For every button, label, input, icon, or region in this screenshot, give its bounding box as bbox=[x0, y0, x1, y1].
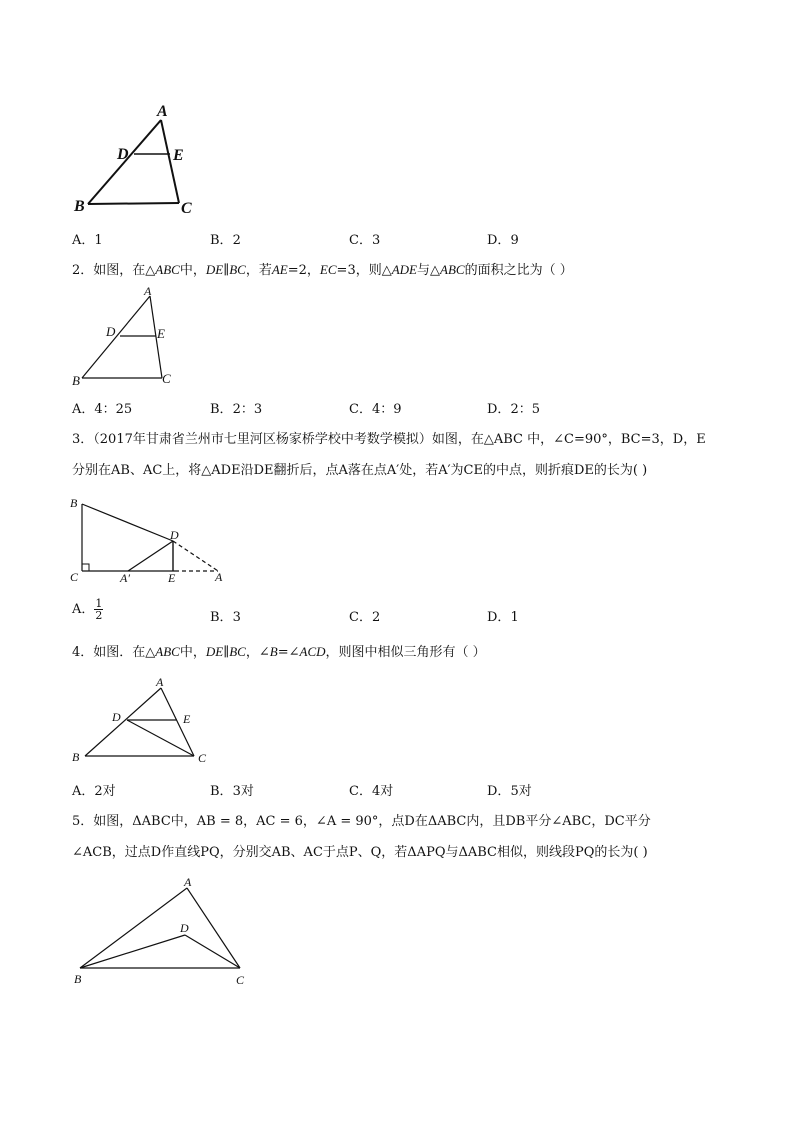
q3-stem-line2: 分别在AB、AC上，将△ADE沿DE翻折后，点A落在点A′处，若A′为CE的中点，则折痕DE的长为( ) bbox=[72, 463, 648, 478]
q2-label-d: D bbox=[106, 324, 116, 339]
q2-option-d: D．2：5 bbox=[487, 402, 540, 417]
q1-label-a: A bbox=[157, 103, 168, 120]
q1-label-b: B bbox=[74, 198, 85, 215]
q3-label-a: A bbox=[215, 570, 223, 584]
q5-side-ab bbox=[80, 888, 187, 968]
q2-option-b: B．2：3 bbox=[210, 402, 263, 417]
q4-figure bbox=[70, 670, 220, 770]
q2-label-c: C bbox=[162, 371, 171, 386]
q3-segment-da-dashed bbox=[173, 541, 218, 571]
q5-side-ac bbox=[187, 888, 240, 968]
q5-stem-line2: ∠ACB，过点D作直线PQ，分别交AB、AC于点P、Q，若ΔAPQ与ΔABC相似，则线段PQ的长为( ) bbox=[72, 845, 648, 860]
q4-stem: 4．如图．在△ABC中，DE∥BC，∠B=∠ACD，则图中相似三角形有（ ） bbox=[72, 644, 486, 660]
q3-label-e: E bbox=[168, 571, 176, 585]
q4-label-a: A bbox=[156, 675, 164, 689]
q2-stem: 2．如图，在△ABC中，DE∥BC，若AE=2，EC=3，则△ADE与△ABC的面积之比为（ ） bbox=[72, 262, 573, 278]
q5-label-b: B bbox=[74, 972, 82, 986]
q1-label-c: C bbox=[181, 200, 192, 217]
q3-label-b: B bbox=[70, 496, 78, 510]
q3-figure bbox=[70, 492, 230, 588]
q5-figure bbox=[70, 872, 260, 990]
q3-right-angle-mark bbox=[82, 564, 89, 571]
q2-side-ab bbox=[82, 296, 150, 378]
q4-label-c: C bbox=[198, 751, 207, 765]
q3-option-b: B．3 bbox=[210, 610, 241, 625]
q1-option-a: A．1 bbox=[72, 233, 103, 248]
q5-segment-dc bbox=[185, 935, 240, 968]
q4-label-d: D bbox=[112, 710, 121, 724]
q3-option-d: D．1 bbox=[487, 610, 519, 625]
q4-option-c: C．4对 bbox=[349, 784, 394, 799]
q1-label-d: D bbox=[117, 146, 129, 163]
q2-figure bbox=[70, 284, 190, 388]
q4-option-b: B．3对 bbox=[210, 784, 254, 799]
q3-side-bd bbox=[82, 504, 173, 541]
q3-option-a: A． $\frac{1}{2}$ bbox=[72, 597, 103, 622]
q2-label-b: B bbox=[72, 373, 80, 388]
q5-segment-bd bbox=[80, 935, 185, 968]
q4-option-d: D．5对 bbox=[487, 784, 532, 799]
q1-figure bbox=[70, 100, 210, 220]
q1-option-d: D．9 bbox=[487, 233, 519, 248]
q2-label-a: A bbox=[144, 284, 152, 298]
q3-stem-line1: 3．（2017年甘肃省兰州市七里河区杨家桥学校中考数学模拟）如图，在△ABC 中，∠C=90°，BC=3，D，E bbox=[72, 432, 706, 447]
q5-stem-line1: 5．如图，ΔABC中，AB = 8，AC = 6，∠A = 90°，点D在ΔABC内，且DB平分∠ABC，DC平分 bbox=[72, 814, 651, 829]
q1-option-c: C．3 bbox=[349, 233, 381, 248]
q4-side-ab bbox=[85, 688, 161, 756]
q4-label-b: B bbox=[72, 750, 80, 764]
q3-option-c: C．2 bbox=[349, 610, 381, 625]
q3-segment-da1 bbox=[128, 541, 173, 571]
q5-label-d: D bbox=[180, 921, 189, 935]
q1-label-e: E bbox=[173, 147, 184, 164]
q3-label-c: C bbox=[70, 570, 79, 584]
q4-option-a: A．2对 bbox=[72, 784, 116, 799]
q4-label-e: E bbox=[183, 712, 191, 726]
q2-option-a: A．4：25 bbox=[72, 402, 133, 417]
q3-label-a1: A′ bbox=[120, 571, 130, 585]
q2-label-e: E bbox=[157, 326, 165, 341]
q5-label-a: A bbox=[184, 875, 192, 889]
q1-option-b: B．2 bbox=[210, 233, 241, 248]
q3-label-d: D bbox=[170, 528, 179, 542]
q1-side-bc bbox=[88, 203, 179, 204]
q5-label-c: C bbox=[236, 973, 245, 987]
q3-option-a-fraction: $\frac{1}{2}$ bbox=[95, 597, 103, 622]
q2-option-c: C．4：9 bbox=[349, 402, 402, 417]
